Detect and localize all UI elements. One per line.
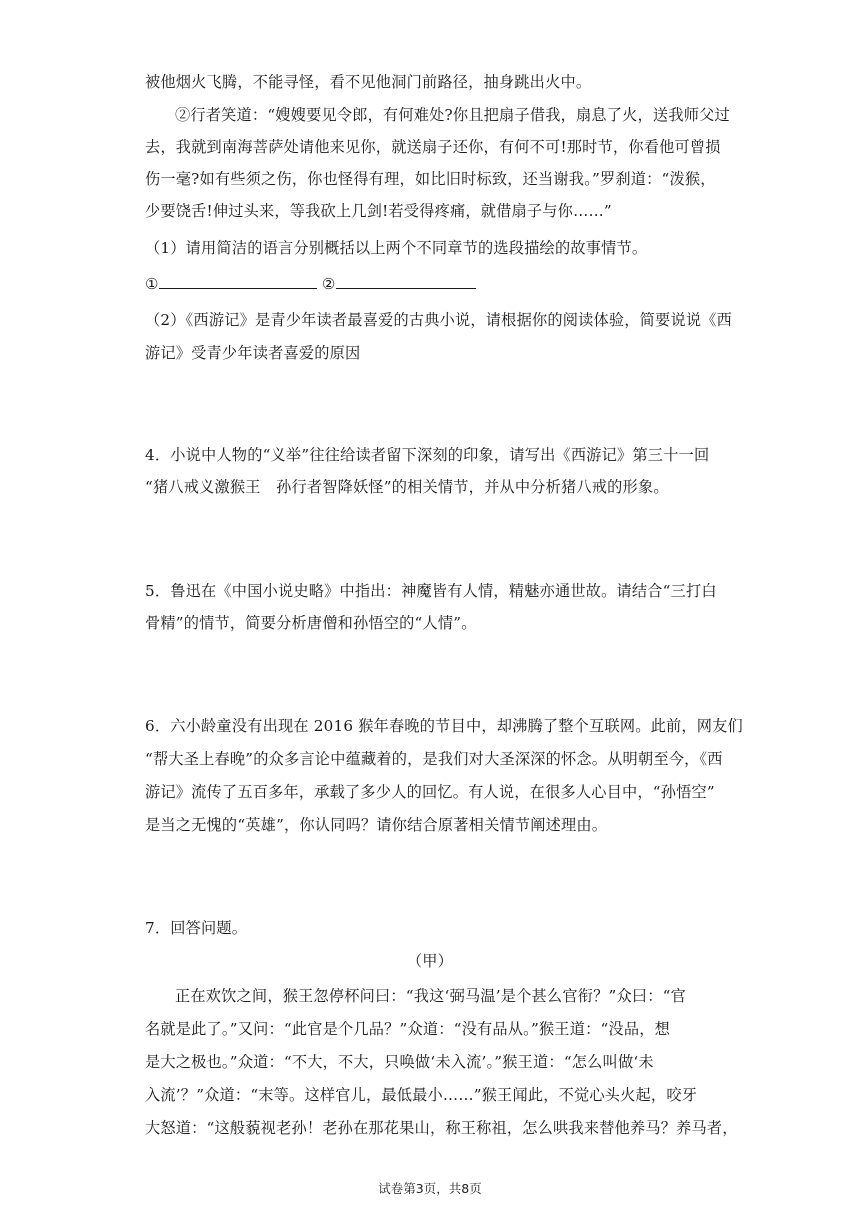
q3-answer-blanks — [145, 272, 715, 295]
passage-2-line: 少要饶舌!伸过头来，等我砍上几剑!若受得疼痛，就借扇子与你……” — [145, 202, 612, 220]
blank-label-2: ② — [321, 275, 336, 293]
answer-blank-2[interactable] — [336, 272, 476, 289]
passage-2-line: 去，我就到南海菩萨处请他来见你，就送扇子还你，有何不可!那时节，你看他可曾损 — [145, 138, 721, 156]
passage-1-tail: 被他烟火飞腾，不能寻怪，看不见他洞门前路径，抽身跳出火中。 — [145, 73, 592, 91]
passage-2-line: ②行者笑道：“嫂嫂要见令郎，有何难处?你且把扇子借我，扇息了火，送我师父过 — [175, 106, 730, 124]
q7-passage-line: 入流’？”众道：“末等。这样官儿，最低最小……”猴王闻此，不觉心头火起，咬牙 — [145, 1086, 698, 1104]
q3-sub2-line: （2）《西游记》是青少年读者最喜爱的古典小说，请根据你的阅读体验，简要说说《西 — [145, 311, 732, 329]
q3-sub1-prompt: （1）请用简洁的语言分别概括以上两个不同章节的选段描绘的故事情节。 — [145, 239, 648, 257]
q5-line: 5．鲁迅在《中国小说史略》中指出：神魔皆有人情，精魅亦通世故。请结合“三打白 — [145, 582, 717, 600]
q7-passage-line: 正在欢饮之间，猴王忽停杯问曰：“我这‘弼马温’是个甚么官衔？”众曰：“官 — [175, 987, 686, 1005]
q7-section-label: （甲） — [406, 952, 454, 970]
q4-line: “猪八戒义激猴王 孙行者智降妖怪”的相关情节，并从中分析猪八戒的形象。 — [145, 478, 669, 496]
q7-passage-line: 是大之极也。”众道：“不大，不大，只唤做‘未入流’。”猴王道：“怎么叫做‘未 — [145, 1053, 654, 1071]
q5-line: 骨精”的情节，简要分析唐僧和孙悟空的“人情”。 — [145, 614, 477, 632]
q7-passage-line: 名就是此了。”又问：“此官是个几品？”众道：“没有品从。”猴王道：“没品，想 — [145, 1020, 670, 1038]
q3-sub2-line: 游记》受青少年读者喜爱的原因 — [145, 344, 361, 362]
page-footer: 试卷第3页，共8页 — [378, 1181, 482, 1196]
q4-line: 4．小说中人物的“义举”往往给读者留下深刻的印象，请写出《西游记》第三十一回 — [145, 446, 710, 464]
answer-blank-1[interactable] — [159, 272, 317, 289]
q6-line: 游记》流传了五百多年，承载了多少人的回忆。有人说，在很多人心目中，“孙悟空” — [145, 783, 715, 801]
q7-passage-line: 大怒道：“这般藐视老孙！老孙在那花果山，称王称祖，怎么哄我来替他养马？养马者， — [145, 1119, 738, 1137]
q7-title: 7．回答问题。 — [145, 919, 248, 937]
q6-line: 是当之无愧的“英雄”，你认同吗？请你结合原著相关情节阐述理由。 — [145, 816, 608, 834]
q6-line: 6．六小龄童没有出现在 2016 猴年春晚的节目中，却沸腾了整个互联网。此前，网友们 — [145, 717, 743, 735]
blank-label-1: ① — [145, 275, 159, 293]
q6-line: “帮大圣上春晚”的众多言论中蕴藏着的，是我们对大圣深深的怀念。从明朝至今，《西 — [145, 750, 723, 768]
passage-2-line: 伤一毫?如有些须之伤，你也怪得有理，如比旧时标致，还当谢我。”罗刹道：“泼猴， — [145, 170, 716, 188]
